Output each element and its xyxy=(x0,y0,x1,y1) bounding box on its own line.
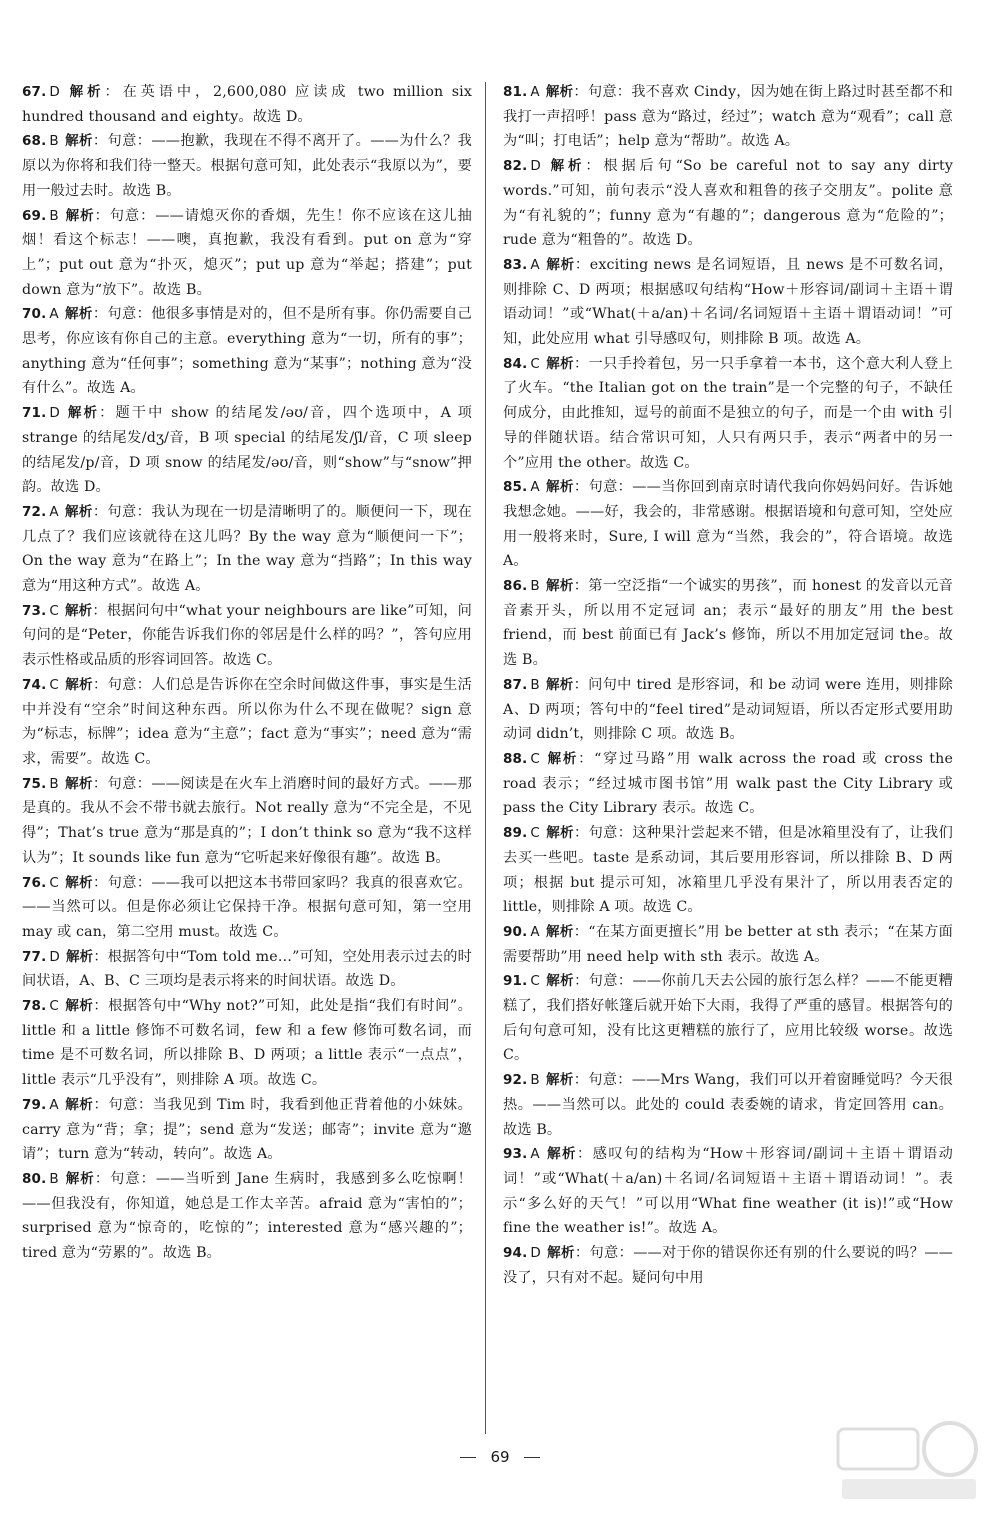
entry-tag: 解析 xyxy=(64,874,94,891)
entry-tag: 解析 xyxy=(64,1170,95,1187)
entry-num: 71. xyxy=(22,405,47,422)
entry-answer: B xyxy=(530,676,540,693)
entry-num: 69. xyxy=(22,207,47,224)
entry-tag: 解析 xyxy=(64,998,94,1015)
entry-num: 81. xyxy=(503,84,528,100)
answer-entry xyxy=(503,1241,953,1290)
entry-answer: B xyxy=(49,207,59,224)
answer-entry xyxy=(22,871,472,945)
footer-dash-right xyxy=(524,1457,540,1458)
entry-num: 75. xyxy=(22,775,47,792)
left-column xyxy=(22,80,472,1266)
entry-tag: 解析 xyxy=(64,306,93,323)
entry-num: 79. xyxy=(22,1096,47,1113)
entry-text: ：“在某方面更擅长”用 be better at sth 表示；“在某方面需要帮助”用 need help with sth 表示。故选 A。 xyxy=(503,923,953,965)
entry-answer: C xyxy=(530,750,540,767)
entry-text: ：句意：——对于你的错误你还有别的什么要说的吗？——没了，只有对不起。疑问句中用 xyxy=(503,1245,953,1286)
answer-entry xyxy=(503,475,953,574)
entry-tag: 解析 xyxy=(65,948,94,965)
entry-tag: 解析 xyxy=(545,479,574,496)
entry-text: ：句意：——抱歉，我现在不得不离开了。——为什么？我原以为你将和我们待一整天。根据句意可知，此处表示“我原以为”，要用一般过去时。故选 B。 xyxy=(22,133,472,199)
answer-entry xyxy=(22,673,472,772)
entry-text: ：句意：我认为现在一切是清晰明了的。顺便问一下，现在几点了？我们应该就待在这儿吗？By the way 意为“顺便问一下”；On the way 意为“在路上”；In the way 意为“挡路”；In this way 意为“用这种方式”。故选 A。 xyxy=(22,503,472,595)
entry-text: ：句意：这种果汁尝起来不错，但是冰箱里没有了，让我们去买一些吧。taste 是系动词，其后要用形容词，所以排除 B、D 两项；根据 but 提示可知，冰箱里几乎没有果汁了，所以用表否定的 little，则排除 A 项。故选 C。 xyxy=(503,825,953,916)
answer-entry xyxy=(22,80,472,129)
watermark-icon xyxy=(832,1417,982,1503)
entry-text: ：句意：——阅读是在火车上消磨时间的最好方式。——那是真的。我从不会不带书就去旅行。Not really 意为“不完全是，不见得”；That’s true 意为“那是真的”；I don’t think so 意为“我不这样认为”；It sounds like fun 意为“它听起来好像很有趣”。故选 B。 xyxy=(22,775,472,866)
entry-num: 92. xyxy=(503,1072,528,1089)
entry-answer: A xyxy=(530,479,540,496)
entry-text: ：根据问句中“what your neighbours are like”可知，问句问的是“Peter，你能告诉我们你的邻居是什么样的吗？”，答句应用表示性格或品质的形容词回答。故选 C。 xyxy=(22,602,472,669)
entry-tag: 解析 xyxy=(546,158,586,175)
entry-num: 88. xyxy=(503,750,528,767)
entry-num: 89. xyxy=(503,825,528,842)
entry-answer: D xyxy=(49,948,60,965)
page-number: 69 xyxy=(490,1448,510,1466)
entry-answer: A xyxy=(530,84,540,100)
entry-answer: C xyxy=(49,602,59,619)
entry-answer: A xyxy=(49,503,59,520)
entry-text: ：根据答句中“Why not?”可知，此处是指“我们有时间”。little 和 a little 修饰不可数名词，few 和 a few 修饰可数名词，而 time 是不可数名词，所以排除 B、D 两项；a little 表示“一点点”，little 表示“几乎没有”，则排除 A 项。故选 C。 xyxy=(22,998,472,1089)
answer-entry xyxy=(503,673,953,747)
entry-text: ：句意：——当你回到南京时请代我向你妈妈问好。告诉她我想念她。——好，我会的，非常感谢。根据语境和句意可知，空处应用一般将来时，Sure, I will 意为“当然，我会的”，符合语境。故选 A。 xyxy=(503,479,953,570)
entry-num: 83. xyxy=(503,256,528,273)
answer-entry xyxy=(503,253,953,352)
entry-num: 85. xyxy=(503,479,528,496)
entry-text: ：一只手拎着包，另一只手拿着一本书，这个意大利人登上了火车。“the Italian got on the train”是一个完整的句子，不缺任何成分，由此推知，逗号的前面不是独立的句子，而是一个由 with 引导的伴随状语。结合常识可知，人只有两只手，表示“两者中的另一个”应用 the other。故选 C。 xyxy=(503,355,953,471)
entry-tag: 解析 xyxy=(545,84,574,100)
entry-tag: 解析 xyxy=(64,503,93,520)
entry-tag: 解析 xyxy=(64,602,93,619)
entry-answer: C xyxy=(530,825,540,842)
entry-num: 87. xyxy=(503,676,528,693)
answer-entry xyxy=(503,821,953,920)
entry-num: 70. xyxy=(22,306,47,323)
entry-text: ：第一空泛指“一个诚实的男孩”，而 honest 的发音以元音音素开头，所以用不定冠词 an；表示“最好的朋友”用 the best friend，而 best 前面已有 Jack’s 修饰，所以不用加定冠词 the。故选 B。 xyxy=(503,578,953,669)
entry-answer: B xyxy=(49,133,59,150)
entry-num: 90. xyxy=(503,923,528,940)
entry-tag: 解析 xyxy=(545,1146,578,1163)
entry-text: ：句意：——请熄灭你的香烟，先生！你不应该在这儿抽烟！看这个标志！——噢，真抱歉，我没有看到。put on 意为“穿上”；put out 意为“扑灭，熄灭”；put up 意为“举起；搭建”；put down 意为“放下”。故选 B。 xyxy=(22,207,472,298)
entry-num: 73. xyxy=(22,602,47,619)
entry-tag: 解析 xyxy=(545,1072,574,1089)
entry-answer: D xyxy=(49,84,60,100)
entry-tag: 解析 xyxy=(545,973,575,990)
entry-tag: 解析 xyxy=(65,84,105,100)
entry-tag: 解析 xyxy=(545,750,579,767)
entry-text: ：问句中 tired 是形容词，和 be 动词 were 连用，则排除 A、D 两项；答句中的“feel tired”是动词短语，所以否定形式要用助动词 didn’t，则排除 C 项。故选 B。 xyxy=(503,676,953,743)
entry-answer: D xyxy=(530,1245,541,1262)
entry-text: ：句意：人们总是告诉你在空余时间做这件事，事实是生活中并没有“空余”时间这种东西。所以你为什么不现在做呢？sign 意为“标志，标牌”；idea 意为“主意”；fact 意为“事实”；need 意为“需求，需要”。故选 C。 xyxy=(22,676,472,767)
answer-entry xyxy=(503,352,953,476)
entry-tag: 解析 xyxy=(545,578,574,595)
entry-answer: A xyxy=(49,306,59,323)
entry-text: ：句意：当我见到 Tim 时，我看到他正背着他的小妹妹。carry 意为“背；拿；提”；send 意为“发送；邮寄”；invite 意为“邀请”；turn 意为“转动，转向”。故选 A。 xyxy=(22,1096,472,1163)
entry-num: 94. xyxy=(503,1245,528,1262)
answer-entry xyxy=(22,204,472,303)
entry-num: 68. xyxy=(22,133,47,150)
entry-num: 93. xyxy=(503,1146,528,1163)
answer-entry xyxy=(503,969,953,1068)
entry-num: 78. xyxy=(22,998,47,1015)
entry-answer: B xyxy=(49,775,59,792)
entry-tag: 解析 xyxy=(64,133,93,150)
answer-entry xyxy=(503,1068,953,1142)
entry-text: ：exciting news 是名词短语，且 news 是不可数名词，则排除 C、D 两项；根据感叹句结构“How＋形容词/副词＋主语＋谓语动词！”或“What(＋a/an)＋名词/名词短语＋主语＋谓语动词！”可知，此处应用 what 引导感叹句，则排除 B 项。故选 A。 xyxy=(503,256,954,348)
entry-text: ：根据答句中“Tom told me…”可知，空处用表示过去的时间状语，A、B、C 三项均是表示将来的时间状语。故选 D。 xyxy=(22,948,472,990)
entry-num: 84. xyxy=(503,355,528,372)
right-column xyxy=(503,80,953,1290)
entry-tag: 解析 xyxy=(545,676,574,693)
entry-num: 80. xyxy=(22,1170,47,1187)
entry-tag: 解析 xyxy=(545,355,574,372)
answer-entry xyxy=(503,80,953,154)
entry-text: ：句意：——你前几天去公园的旅行怎么样？——不能更糟糕了，我们搭好帐篷后就开始下大雨，我得了严重的感冒。根据答句的后句句意可知，没有比这更糟糕的旅行了，应用比较级 worse。故选 C。 xyxy=(503,973,953,1064)
entry-answer: C xyxy=(49,676,59,693)
entry-num: 74. xyxy=(22,676,47,693)
entry-tag: 解析 xyxy=(545,825,574,842)
column-divider xyxy=(485,82,486,1434)
entry-answer: B xyxy=(530,1072,540,1089)
entry-text: ：句意：我不喜欢 Cindy，因为她在街上路过时甚至都不和我打一声招呼！pass 意为“路过，经过”；watch 意为“观看”；call 意为“叫；打电话”；help 意为“帮助”。故选 A。 xyxy=(503,84,953,150)
footer-dash-left xyxy=(460,1457,476,1458)
entry-text: ：根据后句“So be careful not to say any dirty words.”可知，前句表示“没人喜欢和粗鲁的孩子交朋友”。polite 意为“有礼貌的”；funny 意为“有趣的”；dangerous 意为“危险的”；rude 意为“粗鲁的”。故选 D。 xyxy=(503,158,953,249)
answer-entry xyxy=(503,574,953,673)
entry-text: ：“穿过马路”用 walk across the road 或 cross the road 表示；“经过城市图书馆”用 walk past the City Library 或 pass the City Library 表示。故选 C。 xyxy=(503,750,953,817)
entry-answer: D xyxy=(530,158,541,175)
entry-tag: 解析 xyxy=(64,676,93,693)
entry-answer: C xyxy=(530,973,540,990)
answer-entry xyxy=(503,747,953,821)
answer-entry xyxy=(503,920,953,969)
answer-entry xyxy=(22,302,472,401)
entry-tag: 解析 xyxy=(64,1096,94,1113)
entry-tag: 解析 xyxy=(546,1245,575,1262)
entry-tag: 解析 xyxy=(65,405,100,422)
entry-num: 77. xyxy=(22,948,47,965)
entry-text: ：题干中 show 的结尾发/əʊ/音，四个选项中，A 项 strange 的结尾发/dʒ/音，B 项 special 的结尾发/ʃl/音，C 项 sleep 的结尾发/p/音，D 项 snow 的结尾发/əʊ/音，则“show”与“snow”押韵。故选 D。 xyxy=(22,405,472,496)
entry-answer: D xyxy=(49,405,60,422)
entry-tag: 解析 xyxy=(545,923,574,940)
answer-entry xyxy=(22,1093,472,1167)
entry-text: ：在英语中，2,600,080 应读成 two million six hundred thousand and eighty。故选 D。 xyxy=(22,84,472,125)
answer-entry xyxy=(22,129,472,203)
answer-entry xyxy=(22,994,472,1093)
entry-answer: A xyxy=(530,1146,540,1163)
entry-num: 82. xyxy=(503,158,528,175)
entry-num: 67. xyxy=(22,84,47,100)
entry-tag: 解析 xyxy=(64,207,95,224)
entry-text: ：感叹句的结构为“How＋形容词/副词＋主语＋谓语动词！”或“What(＋a/an)＋名词/名词短语＋主语＋谓语动词！”。表示“多么好的天气！”可以用“What fine weather (it is)!”或“How fine the weather is!”。故选 A。 xyxy=(503,1146,953,1237)
entry-text: ：句意：——Mrs Wang，我们可以开着窗睡觉吗？今天很热。——当然可以。此处的 could 表委婉的请求，肯定回答用 can。故选 B。 xyxy=(503,1072,953,1138)
entry-num: 86. xyxy=(503,578,528,595)
answer-entry xyxy=(22,772,472,871)
answer-entry xyxy=(503,154,953,253)
entry-answer: C xyxy=(49,998,59,1015)
entry-text: ：句意：——当听到 Jane 生病时，我感到多么吃惊啊！——但我没有，你知道，她总是工作太辛苦。afraid 意为“害怕的”；surprised 意为“惊奇的，吃惊的”；interested 意为“感兴趣的”；tired 意为“劳累的”。故选 B。 xyxy=(22,1170,472,1262)
answer-entry xyxy=(22,1167,472,1266)
entry-answer: A xyxy=(530,923,540,940)
entry-answer: C xyxy=(49,874,59,891)
entry-text: ：句意：——我可以把这本书带回家吗？我真的很喜欢它。——当然可以。但是你必须让它保持干净。根据句意可知，第一空用 may 或 can，第二空用 must。故选 C。 xyxy=(22,874,472,940)
entry-text: ：句意：他很多事情是对的，但不是所有事。你仍需要自己思考，你应该有你自己的主意。everything 意为“一切，所有的事”；anything 意为“任何事”；something 意为“某事”；nothing 意为“没有什么”。故选 A。 xyxy=(22,306,472,397)
answer-entry xyxy=(22,500,472,599)
entry-tag: 解析 xyxy=(64,775,93,792)
watermark-logo xyxy=(832,1417,982,1503)
entry-num: 76. xyxy=(22,874,47,891)
entry-answer: B xyxy=(49,1170,59,1187)
answer-entry xyxy=(22,945,472,994)
entry-tag: 解析 xyxy=(545,256,575,273)
entry-num: 72. xyxy=(22,503,47,520)
entry-answer: A xyxy=(530,256,540,273)
answer-entry xyxy=(22,401,472,500)
entry-answer: A xyxy=(49,1096,59,1113)
entry-answer: B xyxy=(530,578,540,595)
answer-entry xyxy=(22,599,472,673)
entry-num: 91. xyxy=(503,973,528,990)
answer-entry xyxy=(503,1142,953,1241)
entry-answer: C xyxy=(530,355,540,372)
